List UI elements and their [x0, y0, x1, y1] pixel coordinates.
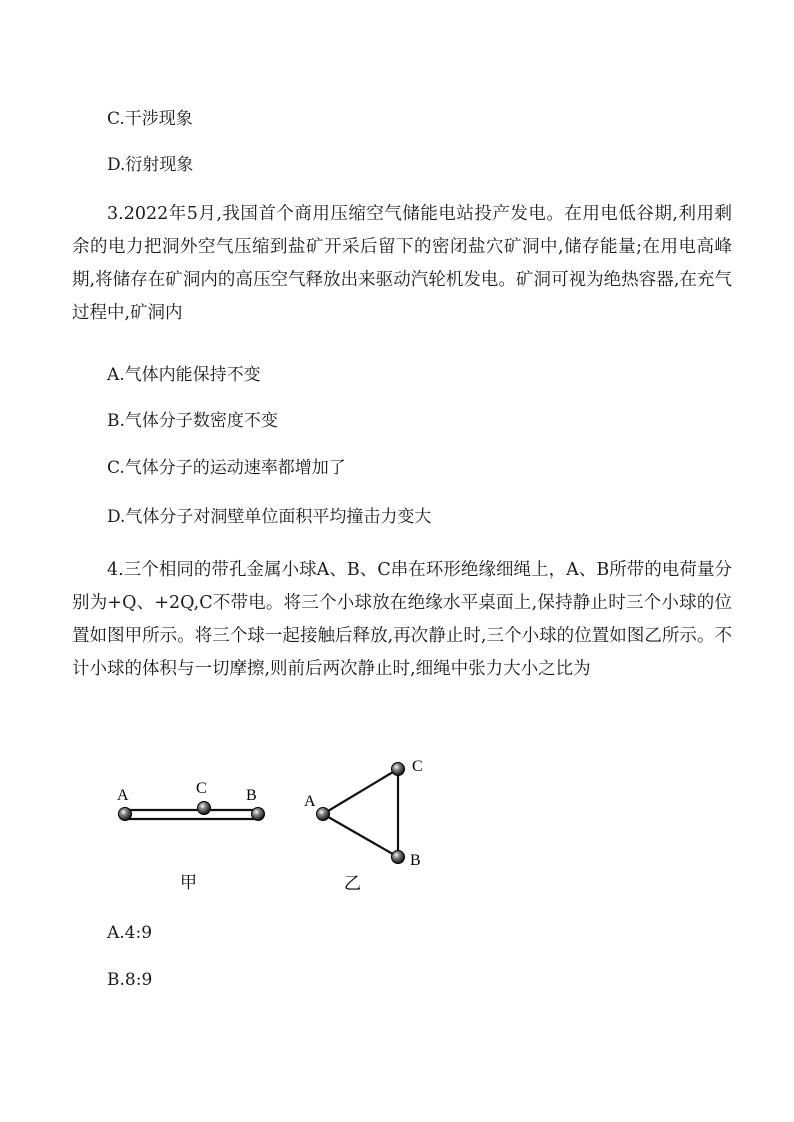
yi-ball-a	[317, 808, 330, 821]
yi-rope-ab	[323, 814, 398, 857]
q4-figure	[110, 752, 440, 902]
figure-jia	[117, 780, 265, 892]
q3-option-d: D.气体分子对洞壁单位面积平均撞击力变大	[107, 507, 432, 527]
q2-option-c: C.干涉现象	[107, 109, 193, 129]
jia-label-c: C	[196, 780, 207, 797]
jia-caption: 甲	[180, 873, 197, 892]
jia-ball-b	[252, 808, 265, 821]
yi-ball-c	[392, 763, 405, 776]
q4-option-a: A.4:9	[107, 923, 153, 943]
q3-stem: 3.2022年5月,我国首个商用压缩空气储能电站投产发电。在用电低谷期,利用剩余的电力把洞外空气压缩到盐矿开采后留下的密闭盐穴矿洞中,储存能量;在用电高峰期,将储存在矿洞内的高压空气释放出来驱动汽轮机发电。矿洞可视为绝热容器,在充气过程中,矿洞内	[72, 204, 732, 323]
q4-option-b: B.8:9	[107, 970, 153, 990]
q4-stem: 4.三个相同的带孔金属小球A、B、C串在环形绝缘细绳上，A、B所带的电荷量分别为+Q、+2Q,C不带电。将三个小球放在绝缘水平桌面上,保持静止时三个小球的位置如图甲所示。将三个球一起接触后释放,再次静止时,三个小球的位置如图乙所示。不计小球的体积与一切摩擦,则前后两次静止时,细绳中张力大小之比为	[72, 560, 732, 679]
jia-label-a: A	[117, 787, 129, 804]
yi-ball-b	[392, 851, 405, 864]
jia-ball-c	[198, 802, 211, 815]
jia-label-b: B	[246, 787, 257, 804]
yi-label-a: A	[304, 793, 316, 810]
jia-ball-a	[119, 808, 132, 821]
yi-label-b: B	[410, 852, 421, 869]
figure-yi	[304, 758, 423, 893]
q3-option-b: B.气体分子数密度不变	[107, 411, 278, 431]
yi-caption: 乙	[344, 874, 361, 893]
yi-rope-ac	[323, 769, 398, 814]
yi-label-c: C	[412, 758, 423, 775]
q2-option-d: D.衍射现象	[107, 155, 194, 175]
q3-option-c: C.气体分子的运动速率都增加了	[107, 458, 346, 478]
q3-option-a: A.气体内能保持不变	[107, 365, 261, 385]
